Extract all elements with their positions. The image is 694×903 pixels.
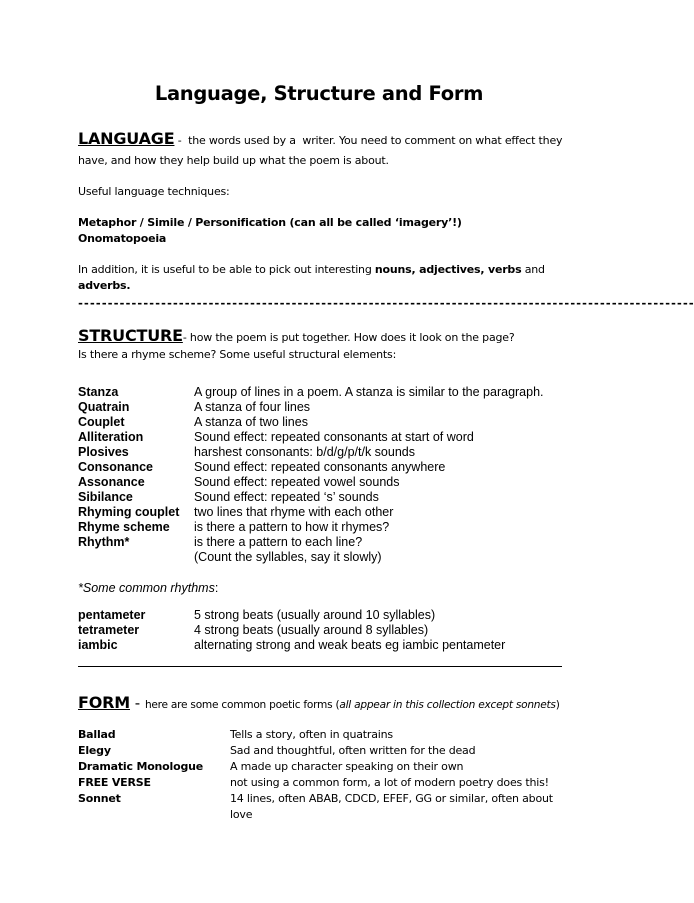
page-title: Language, Structure and Form (154, 82, 484, 105)
form-dash: - (129, 694, 145, 712)
addition-bold-words: nouns, adjectives, verbs (374, 263, 522, 276)
form-intro: here are some common poetic forms ( (144, 699, 340, 711)
rhythms-label-line (78, 581, 218, 595)
rhythms-colon: : (214, 581, 219, 595)
language-intro-1: - the words used by a writer. You need to comment on what effect they (174, 134, 563, 147)
document-page: Language, Structure and Form LANGUAGE - the words used by a writer. You need to comment on what effect they have, and how they help build up what the poem is about. Useful language techniques: Metaphor / Simile / Personification (can all be called ‘imagery’!) Onomatopoeia In addition, it is useful to be able to pick out interesting nouns, adjectives, verbs and adverbs. -------------------------------------------------------------------------------------------------------- STRUCTURE- how the poem is put together. How does it look on the page? Is there a rhyme scheme? Some useful structural elements: Stanza A group of lines in a poem. A stanza is similar to the paragraph. Quatrain A stanza of four lines Couplet A stanza of two lines Alliteration Sound effect: repeated consonants at start of word Plosives harshest consonants: b/d/g/p/t/k sounds Consonance Sound effect: repeated consonants anywhere Assonance Sound effect: repeated vowel sounds Sibilance Sound effect: repeated ‘s’ sounds Rhyming couplet two lines that rhyme with each other Rhyme scheme is there a pattern to how it rhymes? Rhythm* is there a pattern to each line? (Count the syllables, say it slowly) *Some common rhythms: pentameter 5 strong beats (usually around 10 syllables) tetrameter 4 strong beats (usually around 8 syllables) iambic alternating strong and weak beats eg iambic pentameter FORM - here are some common poetic forms (all appear in this collection except sonnets) Ballad Tells a story, often in quatrains Elegy Sad and thoughtful, often written for the dead Dramatic Monologue A made up character speaking on their own FREE VERSE not using a common form, a lot of modern poetry does this! Sonnet 14 lines, often ABAB, CDCD, EFEF, GG or similar, often about love (0, 0, 638, 903)
language-heading: LANGUAGE (78, 129, 175, 148)
addition-prefix: In addition, it is useful to be able to pick out interesting (78, 263, 375, 276)
dashed-divider: -------------------------------------------------------------------------------------------------------- (77, 296, 694, 310)
form-heading: FORM (78, 693, 130, 712)
rhythms-label: *Some common rhythms (78, 581, 215, 595)
addition-line-1 (78, 263, 545, 276)
structure-heading-line (78, 326, 514, 346)
form-heading-line (78, 693, 560, 713)
form-intro-close: ) (555, 699, 560, 711)
language-intro-2: have, and how they help build up what the poem is about. (78, 154, 389, 167)
rhythm-note: (Count the syllables, say it slowly) (194, 550, 382, 564)
addition-mid: and (521, 263, 545, 276)
techniques-label: Useful language techniques: (78, 185, 230, 198)
structure-intro-2: Is there a rhyme scheme? Some useful structural elements: (78, 348, 397, 361)
sonnet-line-2: love (230, 808, 253, 821)
form-intro-italic: all appear in this collection except sonnets (339, 699, 556, 711)
techniques-line-1: Metaphor / Simile / Personification (can all be called ‘imagery’!) (78, 216, 462, 229)
techniques-line-2: Onomatopoeia (78, 232, 167, 245)
addition-line-2: adverbs. (78, 279, 131, 292)
structure-intro-1: - how the poem is put together. How does it look on the page? (182, 331, 515, 344)
horizontal-rule (78, 666, 562, 667)
structure-heading: STRUCTURE (78, 326, 183, 345)
language-section-heading-line (78, 129, 562, 149)
